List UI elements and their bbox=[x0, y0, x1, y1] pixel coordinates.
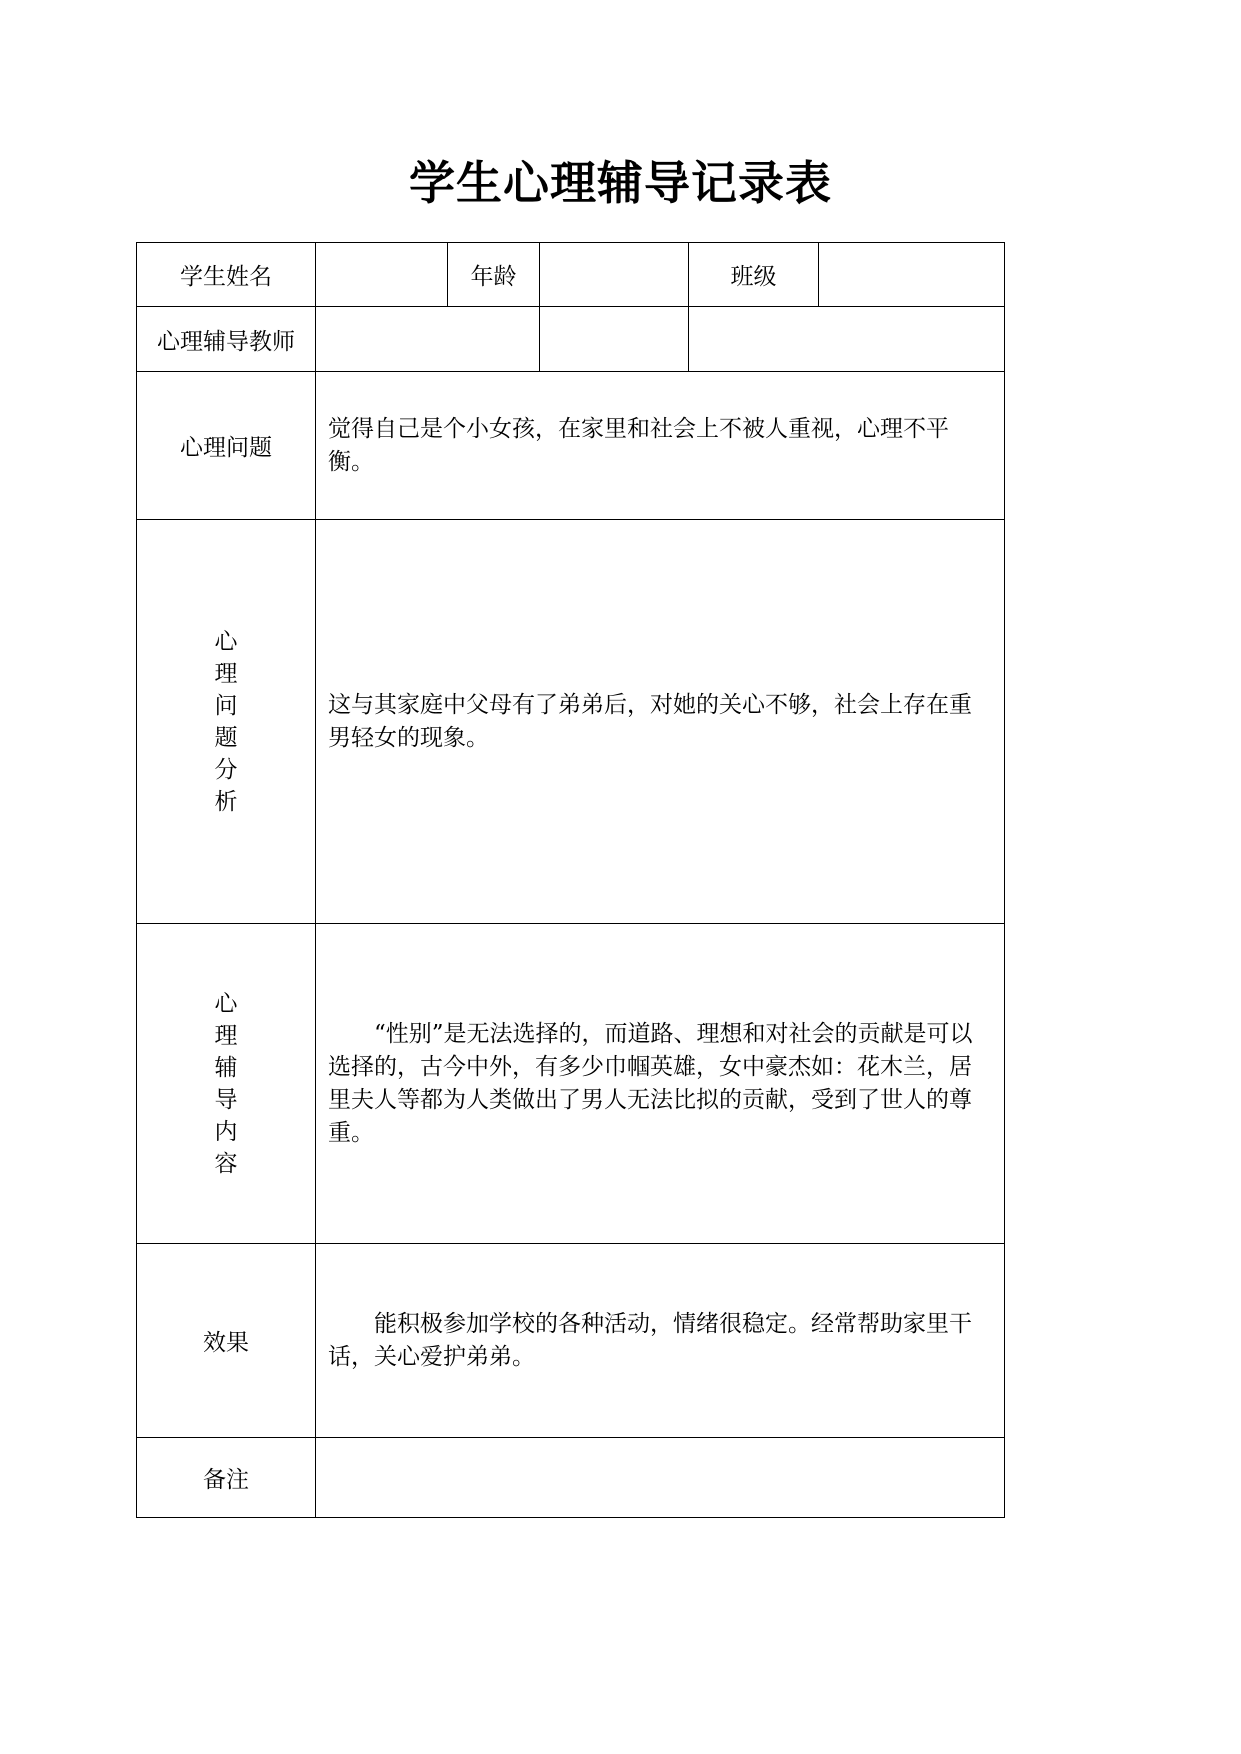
class-field[interactable] bbox=[819, 243, 1005, 307]
record-table bbox=[136, 242, 1005, 1518]
analysis-label-char: 题 bbox=[214, 724, 238, 751]
analysis-text[interactable]: 这与其家庭中父母有了弟弟后，对她的关心不够，社会上存在重男轻女的现象。 bbox=[316, 520, 1005, 924]
problem-label: 心理问题 bbox=[137, 372, 316, 520]
page-title: 学生心理辅导记录表 bbox=[409, 156, 832, 210]
counseling-label-char: 辅 bbox=[214, 1054, 238, 1081]
counseling-label-char: 理 bbox=[214, 1022, 238, 1049]
age-field[interactable] bbox=[540, 243, 689, 307]
class-label: 班级 bbox=[689, 243, 819, 307]
age-label: 年龄 bbox=[448, 243, 540, 307]
student-name-label: 学生姓名 bbox=[137, 243, 316, 307]
teacher-field[interactable] bbox=[316, 307, 540, 372]
counseling-label-char: 导 bbox=[214, 1086, 238, 1113]
problem-text[interactable]: 觉得自己是个小女孩，在家里和社会上不被人重视，心理不平衡。 bbox=[316, 372, 1005, 520]
student-name-field[interactable] bbox=[316, 243, 448, 307]
remarks-row bbox=[137, 1438, 1005, 1518]
effect-text[interactable]: 能积极参加学校的各种活动，情绪很稳定。经常帮助家里干话，关心爱护弟弟。 bbox=[316, 1244, 1005, 1438]
teacher-extra-cell-1[interactable] bbox=[540, 307, 689, 372]
counseling-label-char: 心 bbox=[214, 990, 238, 1017]
teacher-row bbox=[137, 307, 1005, 372]
counseling-label bbox=[137, 924, 316, 1244]
analysis-label bbox=[137, 520, 316, 924]
counseling-row bbox=[137, 924, 1005, 1244]
counseling-text[interactable]: “性别”是无法选择的，而道路、理想和对社会的贡献是可以选择的，古今中外，有多少巾帼英雄，女中豪杰如：花木兰，居里夫人等都为人类做出了男人无法比拟的贡献，受到了世人的尊重。 bbox=[316, 924, 1005, 1244]
counseling-label-char: 容 bbox=[214, 1150, 238, 1177]
effect-row bbox=[137, 1244, 1005, 1438]
problem-row bbox=[137, 372, 1005, 520]
counseling-label-char: 内 bbox=[214, 1118, 238, 1145]
analysis-label-char: 问 bbox=[214, 692, 238, 719]
basic-info-row bbox=[137, 243, 1005, 307]
remarks-field[interactable] bbox=[316, 1438, 1005, 1518]
analysis-label-char: 析 bbox=[214, 788, 238, 815]
remarks-label: 备注 bbox=[137, 1438, 316, 1518]
teacher-extra-cell-2[interactable] bbox=[689, 307, 1005, 372]
teacher-label: 心理辅导教师 bbox=[137, 307, 316, 372]
effect-label: 效果 bbox=[137, 1244, 316, 1438]
analysis-label-char: 分 bbox=[214, 756, 238, 783]
analysis-row bbox=[137, 520, 1005, 924]
analysis-label-char: 理 bbox=[214, 660, 238, 687]
analysis-label-char: 心 bbox=[214, 628, 238, 655]
